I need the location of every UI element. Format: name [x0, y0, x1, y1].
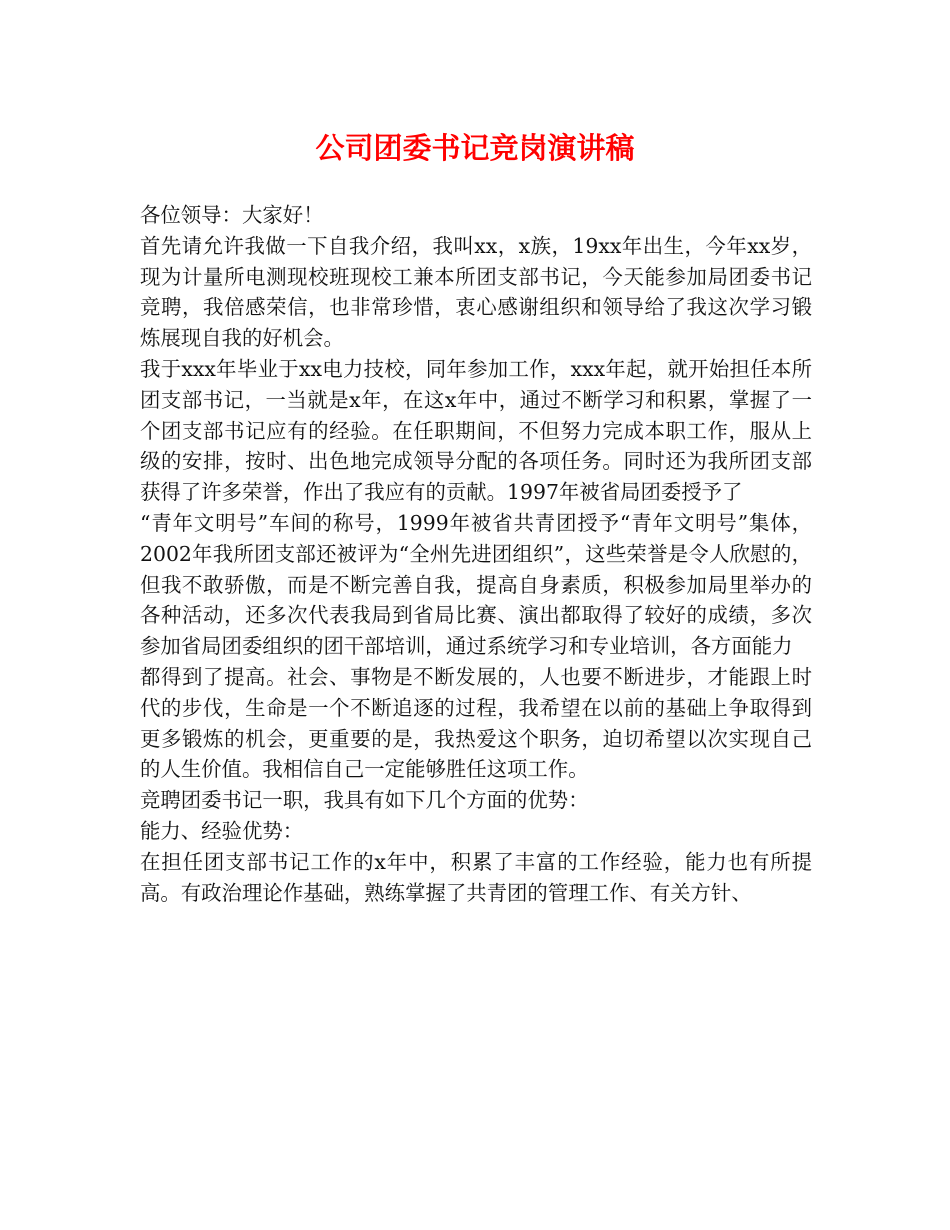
- paragraph-section-heading: 能力、经验优势：: [140, 818, 304, 843]
- document-body: [140, 200, 812, 908]
- paragraph-introduction: 首先请允许我做一下自我介绍，我叫xx，x族，19xx年出生，今年xx岁，现为计量所电测现校班现校工兼本所团支部书记，今天能参加局团委书记竞聘，我倍感荣信，也非常珍惜，衷心感谢组织和领导给了我这次学习锻炼展现自我的好机会。: [140, 233, 812, 351]
- paragraph-advantages-intro: 竞聘团委书记一职，我具有如下几个方面的优势：: [140, 788, 589, 813]
- paragraph-greeting: 各位领导：大家好！: [140, 203, 324, 227]
- paragraph-work-history: 我于xxx年毕业于xx电力技校，同年参加工作，xxx年起，就开始担任本所团支部书记，一当就是x年，在这x年中，通过不断学习和积累，掌握了一个团支部书记应有的经验。在任职期间，不但努力完成本职工作，服从上级的安排，按时、出色地完成领导分配的各项任务。同时还为我所团支部获得了许多荣誉，作出了我应有的贡献。1997年被省局团委授予了: [140, 356, 812, 505]
- page-title: 公司团委书记竞岗演讲稿: [315, 131, 635, 165]
- paragraph-aspiration: 都得到了提高。社会、事物是不断发展的，人也要不断进步，才能跟上时代的步伐，生命是一个不断追逐的过程，我希望在以前的基础上争取得到更多锻炼的机会，更重要的是，我热爱这个职务，迫切希望以次实现自己的人生价值。我相信自己一定能够胜任这项工作。: [140, 664, 812, 782]
- paragraph-honors: “青年文明号”车间的称号，1999年被省共青团授予“青年文明号”集体，2002年我所团支部还被评为“全州先进团组织”，这些荣誉是令人欣慰的，但我不敢骄傲，而是不断完善自我，提高自身素质，积极参加局里举办的各种活动，还多次代表我局到省局比赛、演出都取得了较好的成绩，多次参加省局团委组织的团干部培训，通过系统学习和专业培训，各方面能力: [140, 510, 812, 659]
- paragraph-experience: 在担任团支部书记工作的x年中，积累了丰富的工作经验，能力也有所提高。有政治理论作基础，熟练掌握了共青团的管理工作、有关方针、: [140, 849, 812, 905]
